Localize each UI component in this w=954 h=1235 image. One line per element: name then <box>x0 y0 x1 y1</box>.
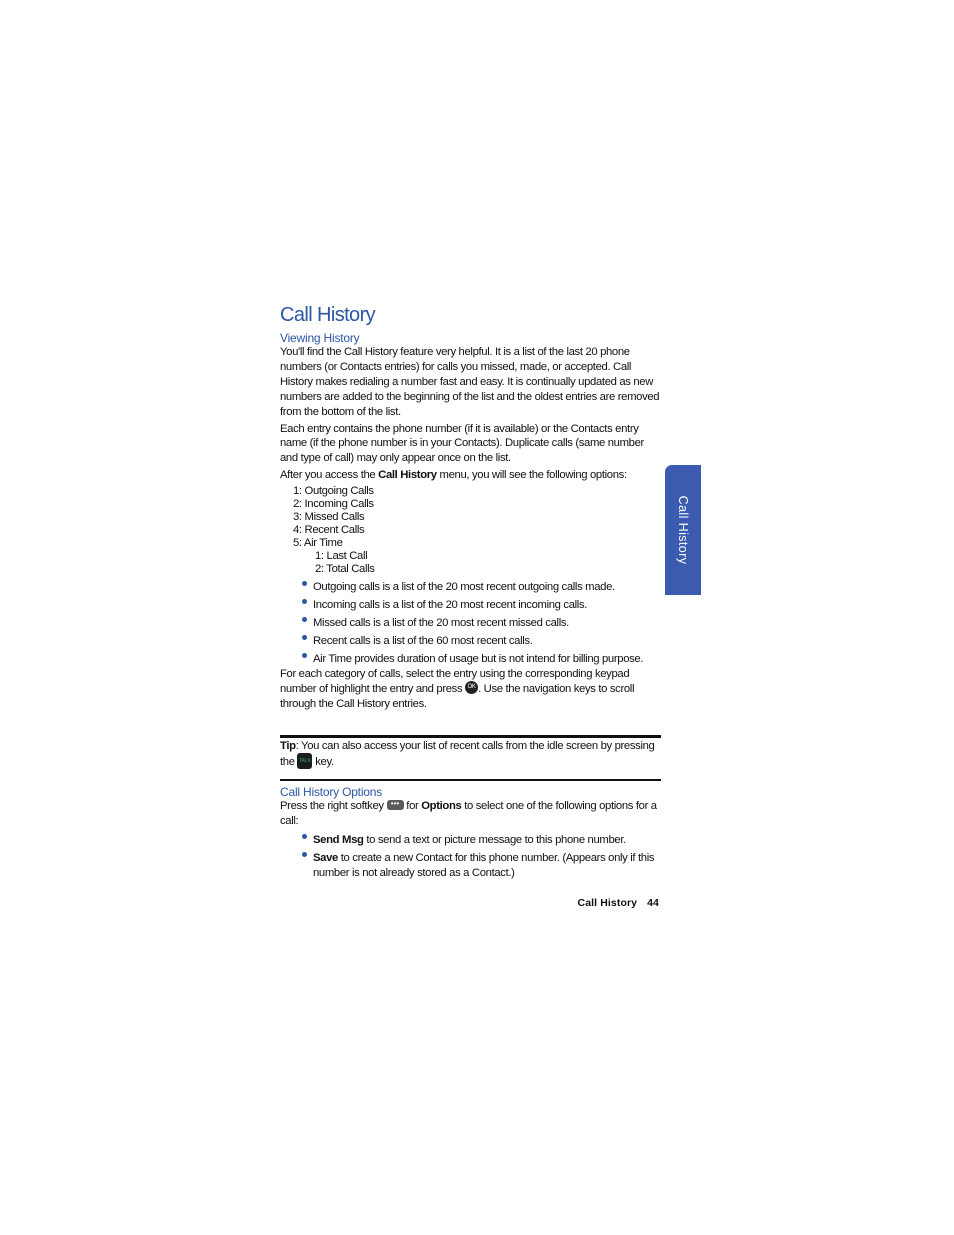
bullet-item: Save to create a new Contact for this phone number. (Appears only if this number is not already stored as a Contact.) <box>280 851 661 881</box>
list-item: 2: Total Calls <box>315 563 375 576</box>
list-item: 1: Outgoing Calls <box>293 485 374 498</box>
list-item: 1: Last Call <box>315 550 368 563</box>
bullet-dot-icon <box>302 635 307 640</box>
right-softkey-icon: ••• <box>387 800 404 810</box>
page-content <box>280 303 661 884</box>
page-footer <box>560 897 659 909</box>
bullet-dot-icon <box>302 834 307 839</box>
side-tab-label: Call History <box>676 495 690 565</box>
call-history-options-heading: Call History Options <box>280 785 383 800</box>
bullet-item: Outgoing calls is a list of the 20 most recent outgoing calls made. <box>280 580 661 595</box>
talk-key-icon: TALK <box>297 753 312 769</box>
call-history-bold: Call History <box>378 469 437 482</box>
list-item: 4: Recent Calls <box>293 524 365 537</box>
bullet-item: Air Time provides duration of usage but is not intend for billing purpose. <box>280 652 661 667</box>
bullet-dot-icon <box>302 581 307 586</box>
page-title: Call History <box>280 304 376 326</box>
list-item: 2: Incoming Calls <box>293 498 374 511</box>
air-time-sublist <box>315 550 661 576</box>
bullet-dot-icon <box>302 852 307 857</box>
bullet-item: Recent calls is a list of the 60 most recent calls. <box>280 634 661 649</box>
section-side-tab <box>665 465 701 595</box>
call-type-bullets <box>280 580 661 667</box>
list-item: 5: Air Time 1: Last Call 2: Total Calls <box>293 537 661 576</box>
options-bold: Options <box>421 800 462 813</box>
bullet-item: Send Msg to send a text or picture message to this phone number. <box>280 833 661 848</box>
viewing-paragraph-1: You'll find the Call History feature very helpful. It is a list of the last 20 phone numbers (or Contacts entries) for calls you missed, made, or accepted. Call History makes redialing a number fast and easy. It is continually updated as new numbers are added to the beginning of the list and the oldest entries are removed from the bottom of the list. <box>280 346 660 418</box>
bullet-dot-icon <box>302 653 307 658</box>
options-bullets <box>280 833 661 881</box>
menu-ok-key-icon: OK <box>465 681 478 694</box>
tip-label: Tip <box>280 740 296 753</box>
page-number: 44 <box>647 897 659 909</box>
list-item: 3: Missed Calls <box>293 511 365 524</box>
tip-box: Tip: You can also access your list of recent calls from the idle screen by pressing the TALK key. <box>280 735 661 781</box>
bullet-dot-icon <box>302 617 307 622</box>
viewing-paragraph-4: For each category of calls, select the entry using the corresponding keypad number of highlight the entry and press OK . Use the navigation keys to scroll through the Call History entries. <box>280 667 635 710</box>
options-paragraph: Press the right softkey ••• for Options to select one of the following options for a call: <box>280 799 657 828</box>
viewing-history-heading: Viewing History <box>280 331 360 345</box>
bullet-dot-icon <box>302 599 307 604</box>
bullet-item: Missed calls is a list of the 20 most recent missed calls. <box>280 616 661 631</box>
viewing-paragraph-3: After you access the Call History menu, you will see the following options: <box>280 469 627 482</box>
footer-section: Call History <box>577 897 638 909</box>
call-history-menu-list <box>293 485 661 576</box>
viewing-paragraph-2: Each entry contains the phone number (if it is available) or the Contacts entry name (if the phone number is in your Contacts). Duplicate calls (same number and type of call) may only appear once on the list. <box>280 422 644 465</box>
bullet-item: Incoming calls is a list of the 20 most recent incoming calls. <box>280 598 661 613</box>
